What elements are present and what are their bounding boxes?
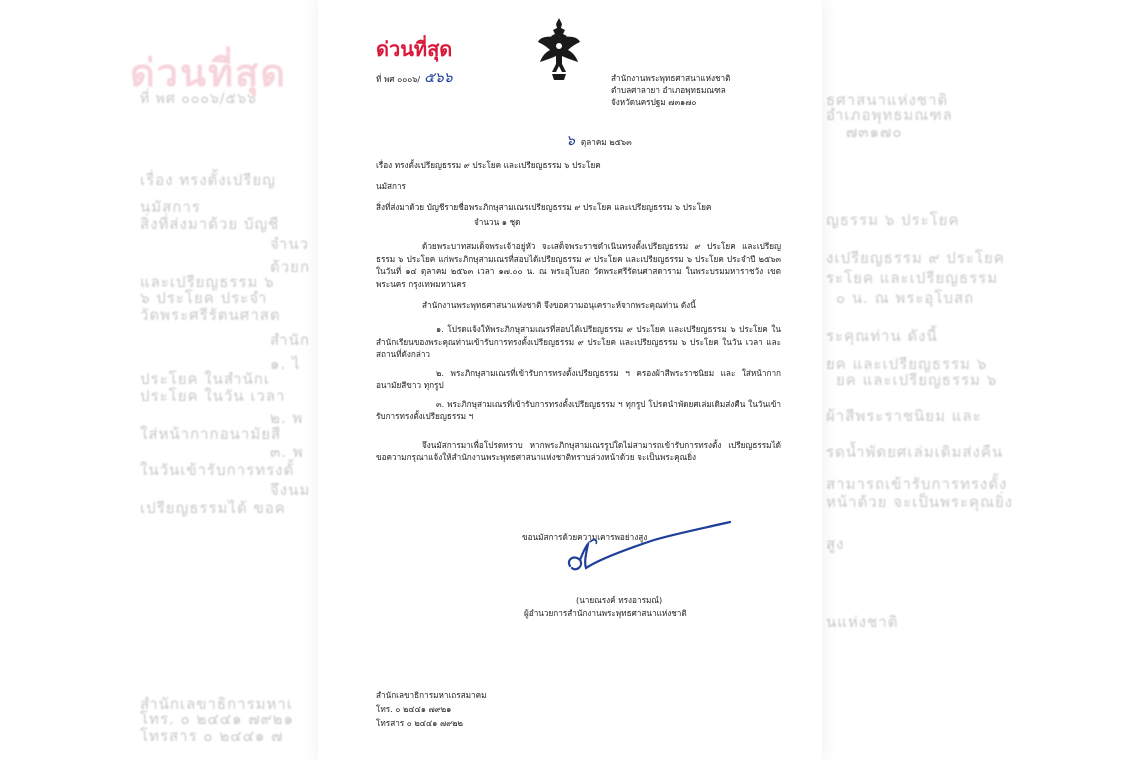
ghost-left-line: ประโยค ในวัน เวลา — [140, 387, 286, 405]
ghost-right-line: งเปรียญธรรม ๙ ประโยค — [826, 249, 1005, 267]
paragraph-closing: จึงนมัสการมาเพื่อโปรดทราบ หากพระภิกษุสามเณรรูปใดไม่สามารถเข้ารับการทรงตั้ง เปรียญธรรมได้ ขอความกรุณาแจ้งให้สำนักงานพระพุทธศาสนาแห่งชาติทราบล่วงหน้าด้วย จะเป็นพระคุณยิ่ง — [376, 439, 781, 462]
letter-body — [376, 240, 781, 464]
ghost-left-line: ๓. พ — [270, 443, 304, 461]
letter-footer-contact — [376, 688, 487, 730]
ghost-right-line: รดน้ำพัดยศเล่มเดิมส่งคืน — [826, 443, 1004, 461]
date-handwritten-day: ๖ — [566, 133, 575, 149]
letter-header-block — [376, 160, 781, 228]
ghost-right-line: ผ้าสีพระราชนิยม และ — [826, 407, 982, 425]
ghost-right-line: ระโยค และเปรียญธรรม — [826, 269, 999, 287]
ghost-left-line: สิ่งที่ส่งมาด้วย บัญชี — [140, 215, 280, 233]
sender-office: สำนักงานพระพุทธศาสนาแห่งชาติ — [611, 73, 731, 83]
ghost-right-line: ๐ น. ณ พระอุโบสถ — [836, 289, 975, 307]
ghost-ref: ที่ พศ ๐๐๐๖/๕๖๖ — [140, 91, 257, 107]
reference-number — [376, 70, 453, 86]
request-item-3: ๓. พระภิกษุสามเณรที่เข้ารับการทรงตั้งเปรียญธรรม ฯ ทุกรูป โปรดนำพัดยศเล่มเดิมส่งคืน ในวันเข้ารับการทรงตั้งเปรียญธรรม ฯ — [376, 398, 781, 421]
letter-enclosure: สิ่งที่ส่งมาด้วย บัญชีรายชื่อพระภิกษุสามเณรเปรียญธรรม ๙ ประโยค และเปรียญธรรม ๖ ประโยค — [376, 202, 712, 212]
ghost-left-line: ด้วยก — [270, 258, 311, 276]
ghost-right-line: นแห่งชาติ — [826, 613, 899, 631]
ghost-left-line: ในวันเข้ารับการทรงตั้ — [140, 461, 295, 479]
letter-enclosure-quantity: จำนวน ๑ ชุด — [474, 217, 521, 227]
ghost-right-line: สูง — [826, 535, 845, 553]
reference-handwritten-number: ๕๖๖ — [424, 70, 453, 86]
ghost-left-line: นมัสการ — [140, 198, 201, 216]
reference-prefix: ที่ พศ ๐๐๐๖/ — [376, 74, 421, 84]
letter-subject: เรื่อง ทรงตั้งเปรียญธรรม ๙ ประโยค และเปรียญธรรม ๖ ประโยค — [376, 160, 601, 170]
ghost-right-line: ยค และเปรียญธรรม ๖ — [836, 371, 998, 389]
urgent-stamp: ด่วนที่สุด — [376, 37, 453, 61]
request-item-1: ๑. โปรดแจ้งให้พระภิกษุสามเณรที่สอบได้เปรียญธรรม ๙ ประโยค และเปรียญธรรม ๖ ประโยค ในสำนักเรียนของพระคุณท่านเข้ารับการทรงตั้งเปรียญธรรม ๙ ประโยค และเปรียญธรรม ๖ ประโยค ในวัน เวลา และสถานที่ดังกล่าว — [376, 324, 781, 359]
signer-title: ผู้อำนวยการสำนักงานพระพุทธศาสนาแห่งชาติ — [524, 608, 687, 618]
ghost-right-line: ระคุณท่าน ดังนี้ — [826, 327, 938, 345]
ghost-left-line: สำนักเลขาธิการมหาเ — [140, 695, 293, 713]
sender-subdistrict: ตำบลศาลายา อำเภอพุทธมณฑล — [611, 85, 726, 95]
paragraph-announcement: ด้วยพระบาทสมเด็จพระเจ้าอยู่หัว จะเสด็จพระราชดำเนินทรงตั้งเปรียญธรรม ๙ ประโยค และเปรียญธรรม ๖ ประโยค แก่พระภิกษุสามเณรที่สอบได้เปรียญธรรม ๙ ประโยค และเปรียญธรรม ๖ ประโยค ประจำปี ๒๕๖๓ ในวันที่ ๑๔ ตุลาคม ๒๕๖๓ เวลา ๑๗.๐๐ น. ณ พระอุโบสถ วัดพระศรีรัตนศาสดาราม ในพระบรมมหาราชวัง เขตพระนคร กรุงเทพมหานคร — [376, 241, 781, 289]
footer-phone: โทร. ๐ ๒๔๔๑ ๗๙๒๑ — [376, 704, 452, 714]
sender-province: จังหวัดนครปฐม ๗๓๑๗๐ — [611, 97, 697, 107]
ghost-urgent-stamp: ด่วนที่สุด — [130, 51, 287, 95]
letter-date — [566, 133, 632, 149]
ghost-left-line: วัดพระศรีรัตนศาสต — [140, 306, 281, 324]
footer-fax: โทรสาร ๐ ๒๔๔๑ ๗๙๒๒ — [376, 718, 463, 728]
footer-office: สำนักเลขาธิการมหาเถรสมาคม — [376, 690, 487, 700]
letter-salutation: นมัสการ — [376, 181, 406, 191]
ghost-left-line: เปรียญธรรมได้ ขอค — [140, 499, 286, 517]
handwritten-signature — [564, 520, 734, 580]
date-month-year: ตุลาคม ๒๕๖๓ — [580, 137, 632, 147]
ghost-left-line: เรื่อง ทรงตั้งเปรียญ — [140, 171, 276, 189]
ghost-left-line: ๒. พ — [270, 409, 304, 427]
ghost-left-line: โทรสาร ๐ ๒๔๔๑ ๗ — [140, 727, 284, 745]
ghost-left-line: ๖ ประโยค ประจำ — [140, 289, 268, 307]
ghost-right-line: อำเภอพุทธมณฑล — [826, 106, 953, 124]
ghost-right-line: ยค และเปรียญธรรม ๖ — [826, 355, 988, 373]
sender-address — [611, 72, 730, 108]
paragraph-request: สำนักงานพระพุทธศาสนาแห่งชาติ จึงขอความอนุเคราะห์จากพระคุณท่าน ดังนี้ — [422, 300, 696, 310]
ghost-left-line: จึงนม — [270, 481, 311, 499]
ghost-right-line: ธศาสนาแห่งชาติ — [826, 91, 949, 109]
ghost-left-line: ๑. ไ — [270, 355, 301, 373]
ghost-right-line: ๗๓๑๗๐ — [846, 123, 903, 141]
signer-name: (นายณรงค์ ทรงอารมณ์) — [576, 595, 663, 605]
ghost-right-line: ญธรรม ๖ ประโยค — [826, 211, 960, 229]
ghost-left-line: ใส่หน้ากากอนามัยสี — [140, 425, 282, 443]
request-item-2: ๒. พระภิกษุสามเณรที่เข้ารับการทรงตั้งเปรียญธรรม ฯ ครองผ้าสีพระราชนิยม และ ใส่หน้ากากอนามัยสีขาว ทุกรูป — [376, 367, 781, 390]
ghost-left-line: และเปรียญธรรม ๖ — [140, 273, 275, 291]
ghost-right-line: หน้าด้วย จะเป็นพระคุณยิ่ง — [826, 493, 1014, 511]
ghost-left-line: ประโยค ในสำนักเ — [140, 370, 270, 388]
ghost-left-line: สำนัก — [270, 331, 310, 349]
official-letter — [318, 0, 822, 760]
ghost-left-line: จำนว — [270, 235, 309, 253]
ghost-left-line: โทร. ๐ ๒๔๔๑ ๗๙๒๑ — [140, 710, 295, 728]
garuda-emblem-icon — [534, 16, 584, 82]
ghost-right-line: สามารถเข้ารับการทรงตั้ง — [826, 475, 1008, 493]
closing-phrase: ขอนมัสการด้วยความเคารพอย่างสูง — [522, 532, 648, 542]
